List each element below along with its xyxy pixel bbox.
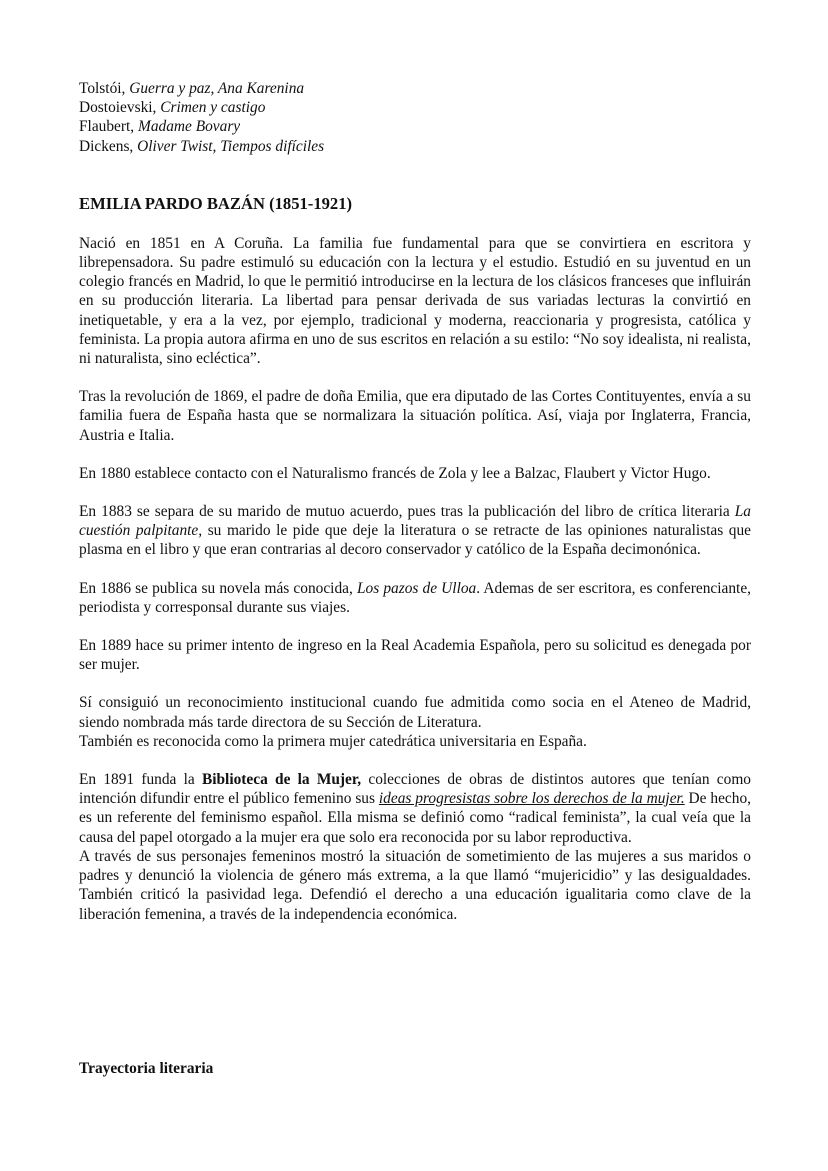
page-title: EMILIA PARDO BAZÁN (1851-1921): [79, 193, 353, 213]
works-list: [79, 79, 751, 156]
paragraph-academy: En 1889 hace su primer intento de ingreso en la Real Academia Española, pero su solicitud es denegada por ser mujer.: [79, 637, 751, 674]
works-line: [79, 137, 751, 156]
author-name: Dostoievski,: [79, 99, 161, 117]
book-title: La cuestión palpitante,: [79, 503, 751, 540]
work-titles: Oliver Twist, Tiempos difíciles: [137, 137, 325, 155]
book-title: Los pazos de Ulloa: [356, 579, 477, 597]
author-name: Tolstói,: [79, 80, 130, 97]
works-line: [79, 98, 751, 117]
document-page: [79, 79, 751, 924]
paragraph-biography: Nació en 1851 en A Coruña. La familia fue fundamental para que se convirtiera en escritora y librepensadora. Su padre estimuló su educación con la lectura y el estudio. Estudió en su juventud en un colegio francés en Madrid, lo que le permitió introducirse en la lectura de los clásicos franceses que influirán en su producción literaria. La libertad para pensar derivada de sus variadas lecturas la convirtió en inetiquetable, y era a la vez, por ejemplo, tradicional y moderna, reaccionaria y progresista, católica y feminista. La propia autora afirma en uno de sus escritos en relación a su estilo: “No soy idealista, ni realista, ni naturalista, sino ecléctica”.: [79, 234, 751, 368]
author-name: Dickens,: [79, 137, 138, 155]
paragraph-library: En 1891 funda la Biblioteca de la Mujer, colecciones de obras de distintos autores que tenían como intención difundir entre el público femenino sus ideas progresistas sobre los derechos de la mujer. De hecho, es un referente del feminismo español. Ella misma se definió como “radical feminista”, la cual veía que la causa del papel otorgado a la mujer era que solo era reconocida por su labor reproductiva.: [79, 771, 752, 846]
paragraph-naturalism: En 1880 establece contacto con el Naturalismo francés de Zola y lee a Balzac, Flaubert y Victor Hugo.: [79, 464, 711, 482]
paragraph-novel: En 1886 se publica su novela más conocida, Los pazos de Ulloa. Ademas de ser escritora, es conferenciante, periodista y corresponsal durante sus viajes.: [79, 579, 752, 616]
section-title: Trayectoria literaria: [79, 1060, 214, 1077]
author-name: Flaubert,: [79, 118, 138, 136]
paragraph-characters: A través de sus personajes femeninos mostró la situación de sometimiento de las mujeres a sus maridos o padres y denunció la violencia de género más extrema, a la que llamó “mujericidio” y las desigualdades. También criticó la pasividad lega. Defendió el derecho a una educación igualitaria como clave de la liberación femenina, a través de la independencia económica.: [79, 847, 751, 923]
library-name: Biblioteca de la Mujer,: [201, 771, 362, 789]
paragraph-ateneo: Sí consiguió un reconocimiento institucional cuando fue admitida como socia en el Ateneo de Madrid, siendo nombrada más tarde directora de su Sección de Literatura.: [79, 694, 751, 731]
paragraph-professor: También es reconocida como la primera mujer catedrática universitaria en España.: [79, 732, 587, 750]
progressive-ideas-link[interactable]: ideas progresistas sobre los derechos de la mujer.: [378, 790, 685, 808]
work-titles: Guerra y paz, Ana Karenina: [129, 80, 305, 97]
work-titles: Crimen y castigo: [160, 99, 266, 117]
works-line: [79, 117, 751, 136]
paragraph-revolution: Tras la revolución de 1869, el padre de doña Emilia, que era diputado de las Cortes Contituyentes, envía a su familia fuera de España hasta que se normalizara la situación política. Así, viaja por Inglaterra, Francia, Austria e Italia.: [79, 388, 751, 444]
paragraph-separation: En 1883 se separa de su marido de mutuo acuerdo, pues tras la publicación del libro de crítica literaria La cuestión palpitante, su marido le pide que deje la literatura o se retracte de las opiniones naturalistas que plasma en el libro y que eran contrarias al decoro conservador y católico de la España decimonónica.: [79, 503, 751, 559]
works-line: [79, 79, 751, 98]
work-titles: Madame Bovary: [138, 118, 241, 136]
